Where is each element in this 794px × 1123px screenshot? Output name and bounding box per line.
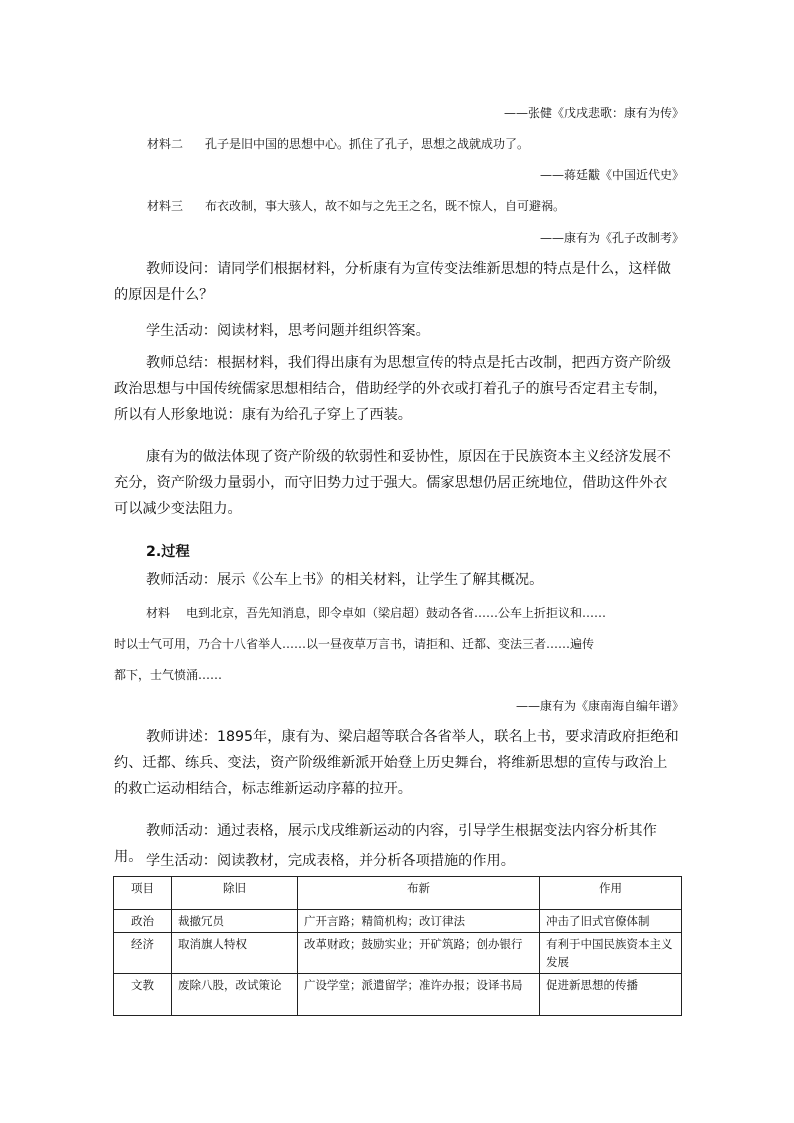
source-citation: ——康有为《康南海自编年谱》: [515, 699, 684, 713]
header-item: 项目: [114, 877, 172, 910]
table-row: [114, 974, 682, 1016]
paragraph-teacher-summary: 教师总结：根据材料，我们得出康有为思想宣传的特点是托古改制，把西方资产阶级政治思想与中国传统儒家思想相结合，借助经学的外衣或打着孔子的旗号否定君主专制，所以有人形象地说：康有为给孔子穿上了西装。: [114, 355, 671, 423]
table-row: [114, 910, 682, 933]
material-text-line: 都下，士气愤涌……: [114, 668, 223, 682]
source-citation: ——张健《戊戌悲歌：康有为传》: [503, 106, 684, 120]
table-cell: 冲击了旧式官僚体制: [540, 910, 682, 933]
material-text-line: 电到北京，吾先知消息，即令卓如（梁启超）鼓动各省……公车上折拒议和……: [186, 606, 607, 620]
table-cell: 文教: [114, 974, 172, 1016]
paragraph-teacher-activity: 教师活动：展示《公车上书》的相关材料，让学生了解其概况。: [146, 572, 544, 588]
paragraph-teacher-activity: 教师活动：通过表格，展示戊戌维新运动的内容，引导学生根据变法内容分析其作用。: [114, 823, 657, 865]
header-effect: 作用: [540, 877, 682, 910]
material-text: 孔子是旧中国的思想中心。抓住了孔子，思想之战就成功了。: [205, 137, 530, 151]
header-establish: 布新: [298, 877, 540, 910]
table-row: [114, 933, 682, 974]
material-label: 材料: [146, 606, 171, 620]
material-text: 布衣改制，事大骇人，故不如与之先王之名，既不惊人，自可避祸。: [205, 199, 566, 213]
paragraph-student-activity: 学生活动：阅读材料，思考问题并组织答案。: [146, 323, 430, 339]
table-cell: 政治: [114, 910, 172, 933]
table-cell: 广设学堂；派遣留学；准许办报；设译书局: [298, 974, 540, 1016]
table-cell: 废除八股，改试策论: [172, 974, 298, 1016]
source-citation: ——康有为《孔子改制考》: [539, 231, 684, 245]
table-cell: 裁撤冗员: [172, 910, 298, 933]
material-label: 材料三: [147, 199, 184, 213]
table-cell: 改革财政；鼓励实业；开矿筑路；创办银行: [298, 933, 540, 974]
paragraph-teacher-narration: 教师讲述：1895年，康有为、梁启超等联合各省举人，联名上书，要求清政府拒绝和约、迁都、练兵、变法，资产阶级维新派开始登上历史舞台，将维新思想的宣传与政治上的救亡运动相结合，标志维新运动序幕的拉开。: [114, 729, 679, 797]
reform-table: [113, 876, 682, 1016]
table-cell: 经济: [114, 933, 172, 974]
material-label: 材料二: [147, 137, 184, 151]
table-cell: 取消旗人特权: [172, 933, 298, 974]
table-cell: 有利于中国民族资本主义发展: [540, 933, 682, 974]
material-text-line: 时以士气可用，乃合十八省举人……以一昼夜草万言书，请拒和、迁都、变法三者……遍传: [114, 637, 595, 651]
header-abolish: 除旧: [172, 877, 298, 910]
table-cell: 广开言路；精简机构；改订律法: [298, 910, 540, 933]
table-header-row: [114, 877, 682, 910]
paragraph-analysis: 康有为的做法体现了资产阶级的软弱性和妥协性，原因在于民族资本主义经济发展不充分，资产阶级力量弱小，而守旧势力过于强大。儒家思想仍居正统地位，借助这件外衣可以减少变法阻力。: [114, 449, 671, 517]
paragraph-student-activity: 学生活动：阅读教材，完成表格，并分析各项措施的作用。: [146, 853, 515, 869]
table-cell: 促进新思想的传播: [540, 974, 682, 1016]
paragraph-teacher-question: 教师设问：请同学们根据材料，分析康有为宣传变法维新思想的特点是什么，这样做的原因是什么？: [114, 261, 671, 303]
source-citation: ——蒋廷黻《中国近代史》: [539, 168, 684, 182]
section-heading: 2.过程: [146, 544, 190, 560]
